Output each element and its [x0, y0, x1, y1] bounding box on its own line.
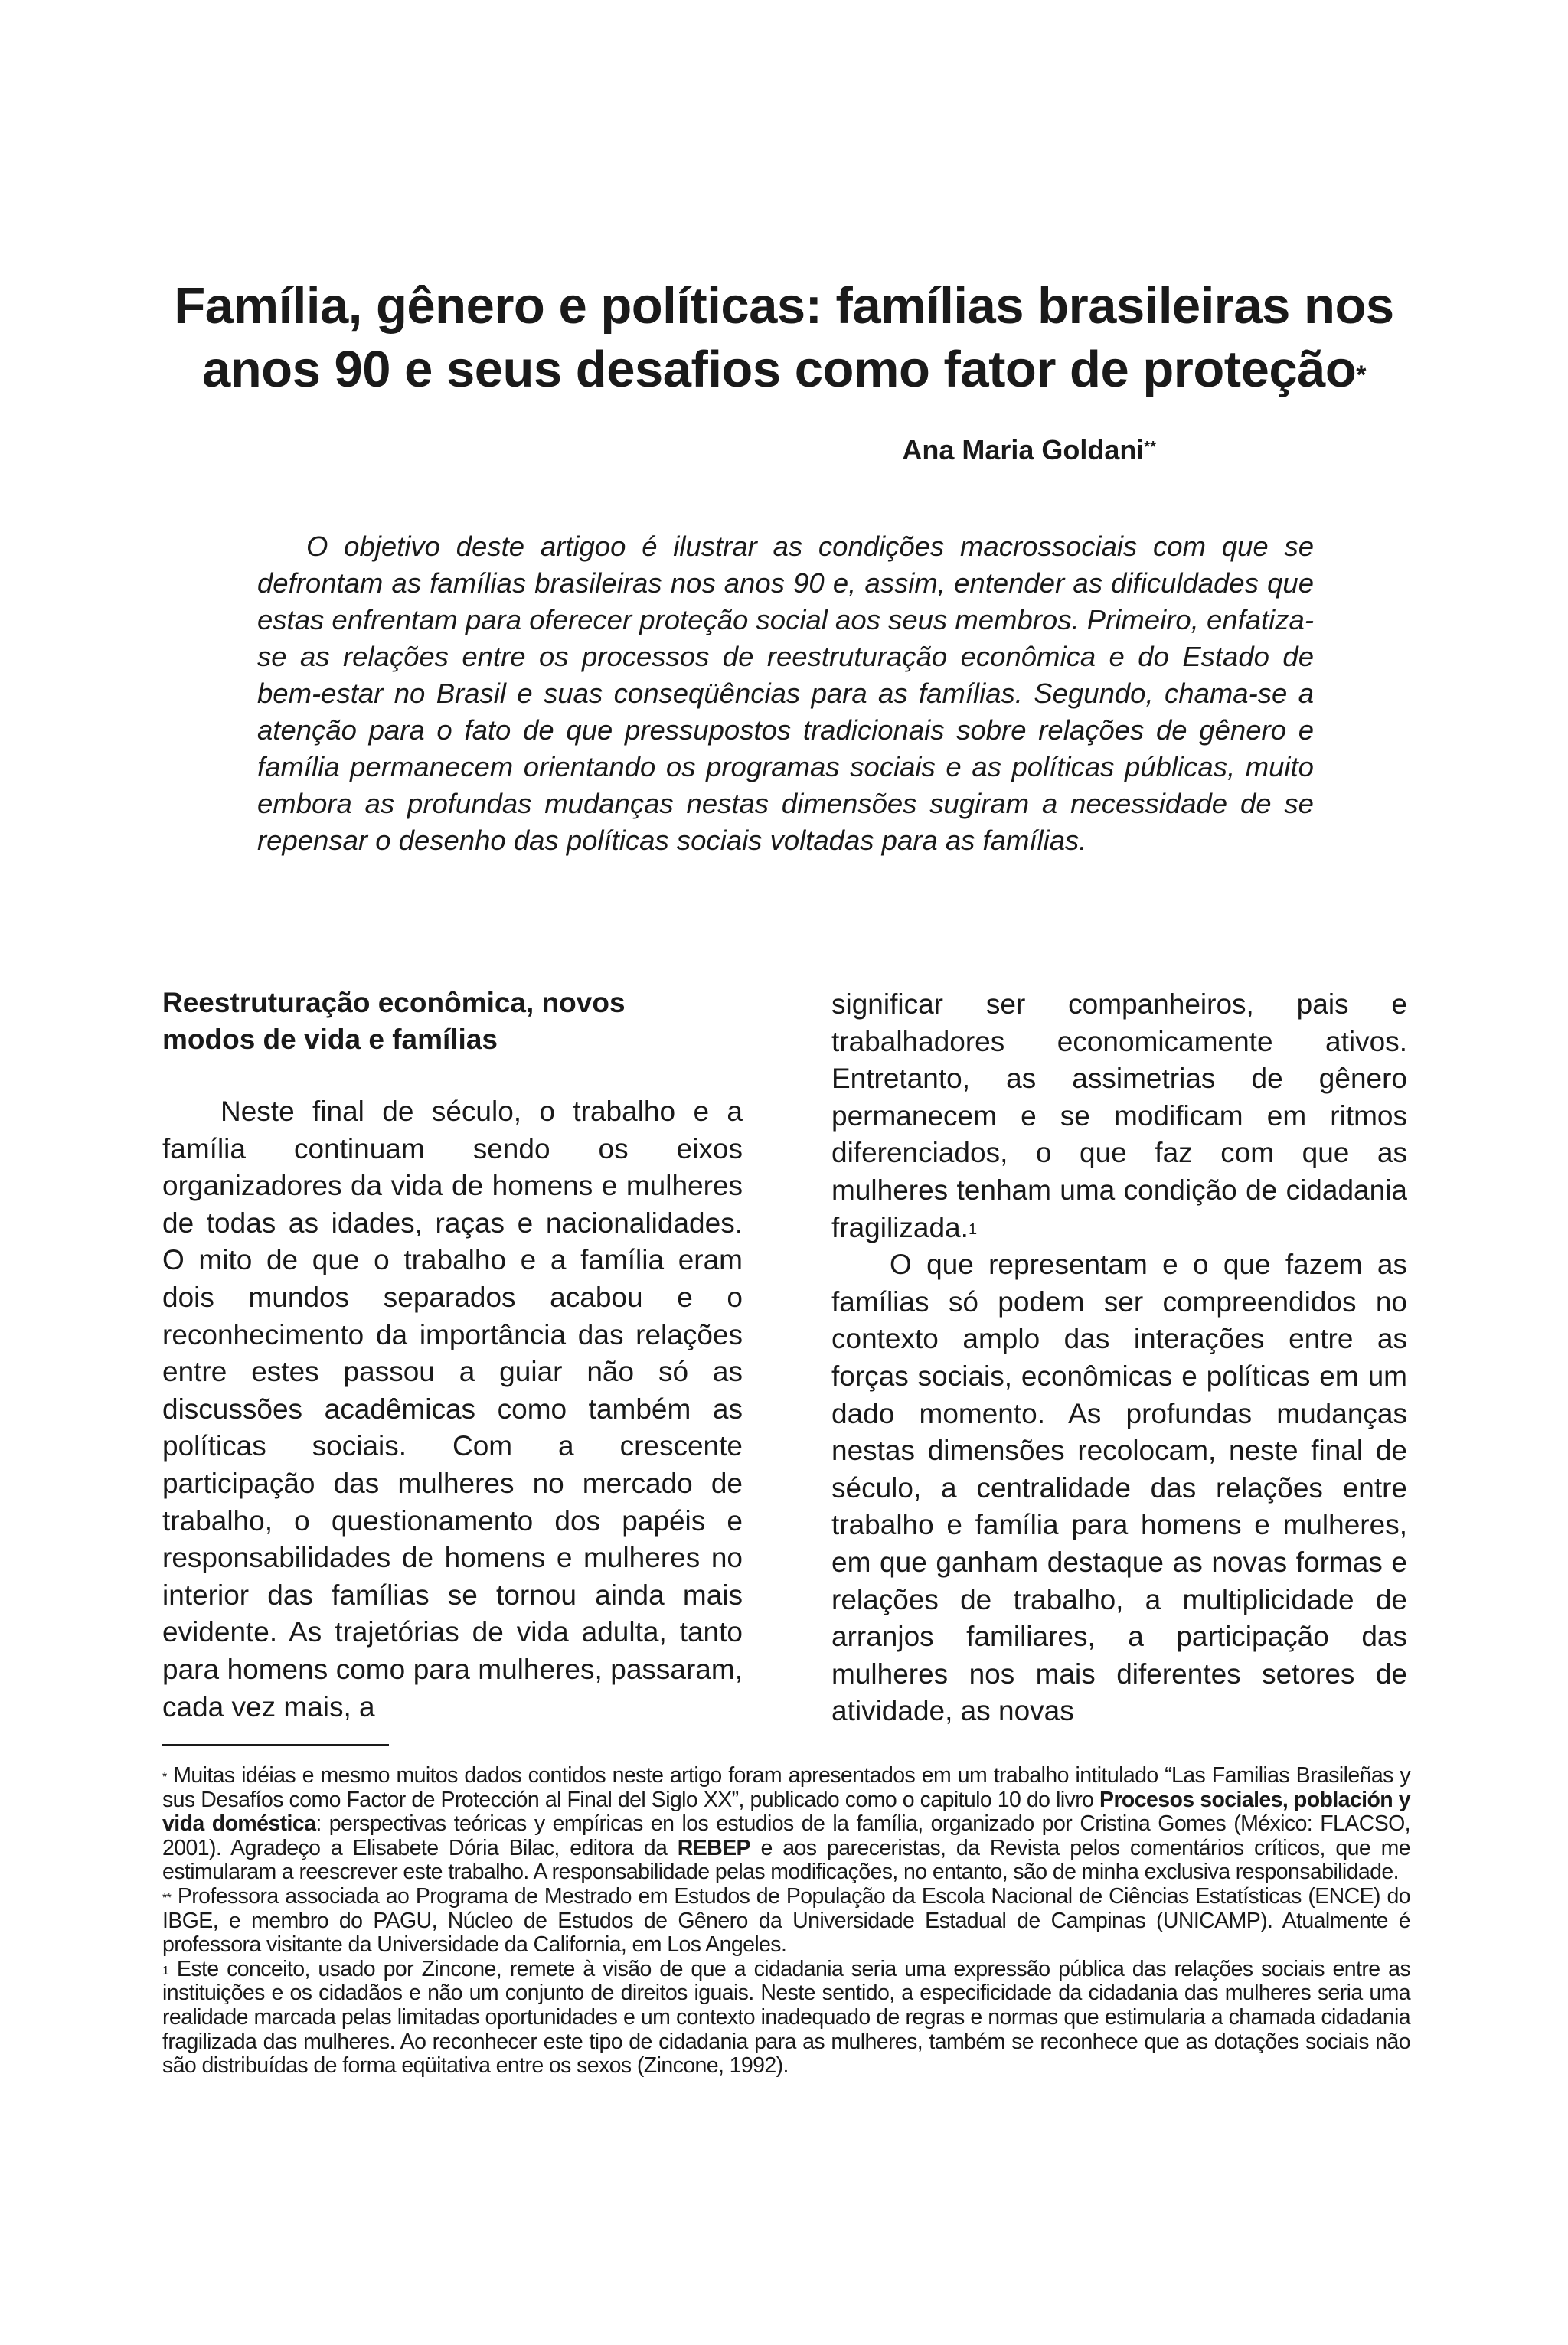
footnote-1-text-b: : perspectivas teóricas y empíricas en los estudios de la família, organizado por Cristina Gomes (México: FLACSO, 2001). Agradeço a Elisabete Dória Bilac, editora da — [162, 1811, 1410, 1860]
footnote-1 — [162, 1764, 1410, 1885]
body-paragraph-right-1-text: significar ser companheiros, pais e trabalhadores economicamente ativos. Entretanto, as assimetrias de gênero permanecem e se modificam em ritmos diferenciados, o que faz com que as mulheres tenham uma condição de cidadania fragilizada. — [831, 988, 1407, 1243]
title-line-1: Família, gênero e políticas: famílias brasileiras nos — [174, 277, 1394, 335]
article-title — [153, 274, 1415, 401]
footnote-2-text: Professora associada ao Programa de Mestrado em Estudos de População da Escola Nacional de Ciências Estatísticas (ENCE) do IBGE, e membro do PAGU, Núcleo de Estudos de Gênero da Universidade Estadual de Campinas (UNICAMP). Atualmente é professora visitante da Universidade da California, em Los Angeles. — [162, 1883, 1410, 1958]
author-name-text: Ana Maria Goldani — [902, 434, 1145, 465]
author-name — [536, 433, 1156, 467]
body-paragraph-left: Neste final de século, o trabalho e a família continuam sendo os eixos organizadores da vida de homens e mulheres de todas as idades, raças e nacionalidades. O mito de que o trabalho e a família eram dois mundos separados acabou e o reconhecimento da importância das relações entre estes passou a guiar não só as discussões acadêmicas como também as políticas sociais. Com a crescente participação das mulheres no mercado de trabalho, o questionamento dos papéis e responsabilidades de homens e mulheres no interior das famílias se tornou ainda mais evidente. As trajetórias de vida adulta, tanto para homens como para mulheres, passaram, cada vez mais, a — [162, 1096, 743, 1723]
footnote-1-book-title: Procesos sociales, población y vida doméstica — [162, 1787, 1410, 1837]
footnote-1-text-c: e aos pareceristas, da Revista pelos comentários críticos, que me estimularam a reescrever este trabalho. A responsabilidade pelas modificações, no entanto, são de minha exclusiva responsabilidade. — [162, 1835, 1410, 1885]
section-heading — [162, 985, 743, 1058]
section-heading-line-2: modos de vida e famílias — [162, 1024, 498, 1055]
abstract — [257, 528, 1314, 859]
footnotes — [162, 1764, 1410, 2079]
footnote-2 — [162, 1885, 1410, 1958]
body-column-right — [831, 986, 1407, 1730]
title-line-2-text: anos 90 e seus desafios como fator de proteção — [201, 341, 1357, 398]
footnote-divider — [162, 1744, 389, 1746]
body-paragraph-right-2: O que representam e o que fazem as famílias só podem ser compreendidos no contexto amplo das interações entre as forças sociais, econômicas e políticas em um dado momento. As profundas mudanças nestas dimensões recolocam, neste final de século, a centralidade das relações entre trabalho e família para homens e mulheres, em que ganham destaque as novas formas e relações de trabalho, a multiplicidade de arranjos familiares, a participação das mulheres nos mais diferentes setores de atividade, as novas — [831, 1249, 1407, 1727]
section-heading-line-1: Reestruturação econômica, novos — [162, 987, 626, 1018]
footnote-1-journal: REBEP — [677, 1835, 750, 1860]
footnote-3 — [162, 1958, 1410, 2079]
footnote-3-mark: 1 — [162, 1964, 169, 1978]
title-line-2 — [153, 338, 1415, 401]
footnote-1-text-a: Muitas idéias e mesmo muitos dados contidos neste artigo foram apresentados em um trabalho intitulado “Las Familias Brasileñas y sus Desafíos como Factor de Protección al Final del Siglo XX”, publicado como o capitulo 10 do livro — [162, 1763, 1410, 1812]
footnote-1-mark: * — [162, 1771, 167, 1784]
body-paragraph-right-1 — [831, 986, 1407, 1246]
title-footnote-mark[interactable]: * — [1356, 361, 1367, 390]
footnote-2-mark: ** — [162, 1891, 172, 1905]
footnote-3-text: Este conceito, usado por Zincone, remete à visão de que a cidadania seria uma expressão pública das relações sociais entre as instituições e os cidadãos e não um conjunto de direitos iguais. Neste sentido, a especificidade da cidadania das mulheres seria uma realidade marcada pelas limitadas oportunidades e um contexto inadequado de regras e normas que estimularia a chamada cidadania fragilizada das mulheres. Ao reconhecer este tipo de cidadania para as mulheres, também se reconhece que as dotações sociais não são distribuídas de forma eqüitativa entre os sexos (Zincone, 1992). — [162, 1956, 1410, 2079]
body-column-left — [162, 985, 743, 1726]
abstract-text: O objetivo deste artigoo é ilustrar as condições macrossociais com que se defrontam as famílias brasileiras nos anos 90 e, assim, entender as dificuldades que estas enfrentam para oferecer proteção social aos seus membros. Primeiro, enfatiza-se as relações entre os processos de reestruturação econômica e do Estado de bem-estar no Brasil e suas conseqüências para as famílias. Segundo, chama-se a atenção para o fato de que pressupostos tradicionais sobre relações de gênero e família permanecem orientando os programas sociais e as políticas públicas, muito embora as profundas mudanças nestas dimensões sugiram a necessidade de se repensar o desenho das políticas sociais voltadas para as famílias. — [257, 531, 1314, 856]
author-footnote-mark[interactable]: ** — [1144, 439, 1156, 456]
footnote-ref-1[interactable]: 1 — [968, 1220, 978, 1238]
